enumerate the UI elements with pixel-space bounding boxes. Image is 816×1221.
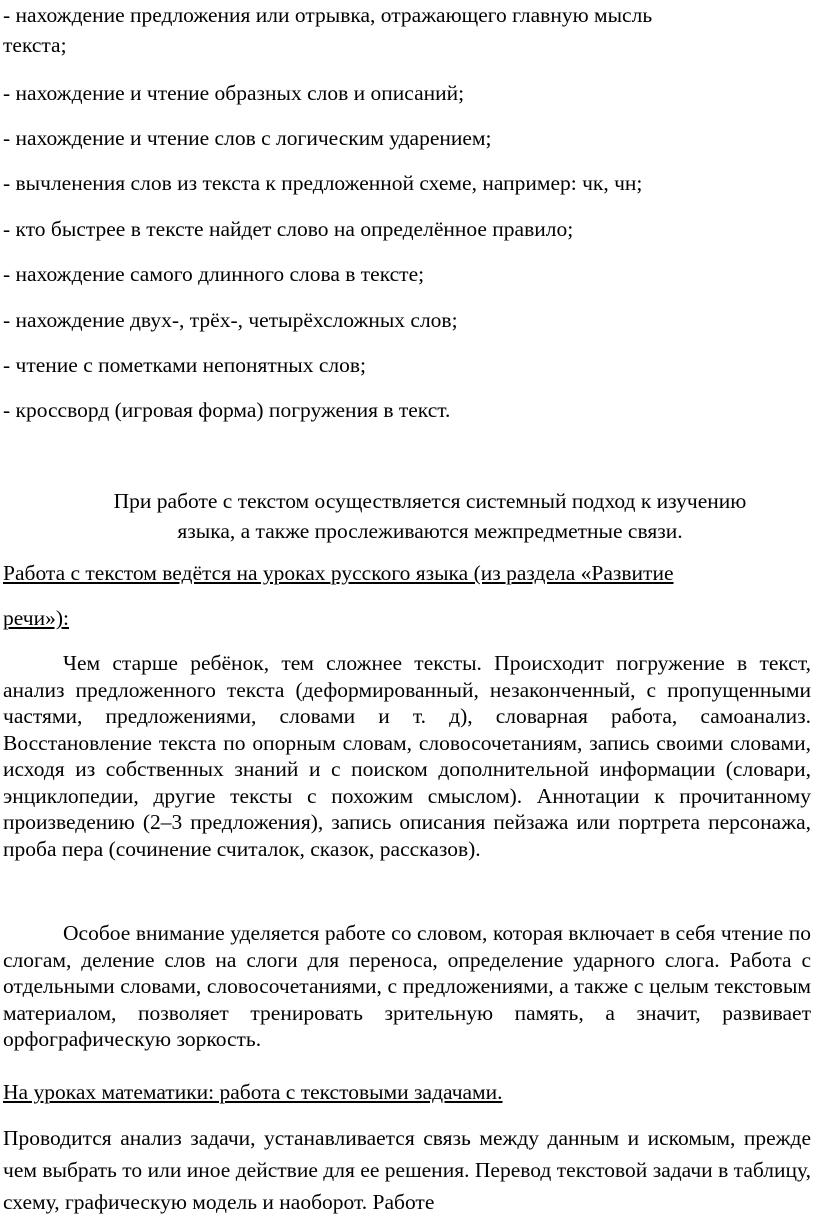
list-item-main-thought-continued: текста; bbox=[3, 33, 67, 57]
list-item-longest-word: - нахождение самого длинного слова в тексте; bbox=[3, 262, 425, 286]
math-lessons-heading: На уроках математики: работа с текстовыми задачами. bbox=[3, 1080, 503, 1104]
system-approach-paragraph bbox=[60, 486, 800, 546]
list-item-crossword: - кроссворд (игровая форма) погружения в текст. bbox=[3, 398, 451, 422]
russian-lessons-paragraph-1: Чем старше ребёнок, тем сложнее тексты. Происходит погружение в текст, анализ предложенного текста (деформированный, незаконченный, с пропущенными частями, предложениями, словами и т. д), словарная работа, самоанализ. Восстановление текста по опорным словам, словосочетаниям, запись своими словами, исходя из собственных знаний и с поиском дополнительной информации (словари, энциклопедии, другие тексты с похожим смыслом). Аннотации к прочитанному произведению (2–3 предложения), запись описания пейзажа или портрета персонажа, проба пера (сочинение считалок, сказок, рассказов). bbox=[3, 651, 811, 861]
list-item-logical-stress: - нахождение и чтение слов с логическим ударением; bbox=[3, 126, 492, 150]
system-approach-line-2: языка, а также прослеживаются межпредметные связи. bbox=[177, 519, 683, 543]
list-item-main-thought: - нахождение предложения или отрывка, отражающего главную мысль bbox=[3, 3, 653, 27]
system-approach-line-1: При работе с текстом осуществляется системный подход к изучению bbox=[113, 489, 747, 513]
list-item-syllable-words: - нахождение двух-, трёх-, четырёхсложных слов; bbox=[3, 308, 458, 332]
list-item-word-scheme: - вычленения слов из текста к предложенной схеме, например: чк, чн; bbox=[3, 171, 643, 195]
russian-lessons-heading: Работа с текстом ведётся на уроках русского языка (из раздела «Развитие bbox=[3, 561, 674, 585]
list-item-figurative-words: - нахождение и чтение образных слов и описаний; bbox=[3, 81, 465, 105]
list-item-rule-search: - кто быстрее в тексте найдет слово на определённое правило; bbox=[3, 217, 574, 241]
russian-lessons-paragraph-2: Особое внимание уделяется работе со словом, которая включает в себя чтение по слогам, деление слов на слоги для переноса, определение ударного слога. Работа с отдельными словами, словосочетаниями, с предложениями, а также с целым текстовым материалом, позволяет тренировать зрительную память, а значит, развивает орфографическую зоркость. bbox=[3, 921, 811, 1051]
math-lessons-paragraph: Проводится анализ задачи, устанавливается связь между данным и искомым, прежде чем выбрать то или иное действие для ее решения. Перевод текстовой задачи в таблицу, схему, графическую модель и наоборот. Работе bbox=[3, 1126, 811, 1214]
russian-lessons-heading-continued: речи»): bbox=[3, 606, 69, 630]
list-item-unclear-words: - чтение с пометками непонятных слов; bbox=[3, 353, 366, 377]
